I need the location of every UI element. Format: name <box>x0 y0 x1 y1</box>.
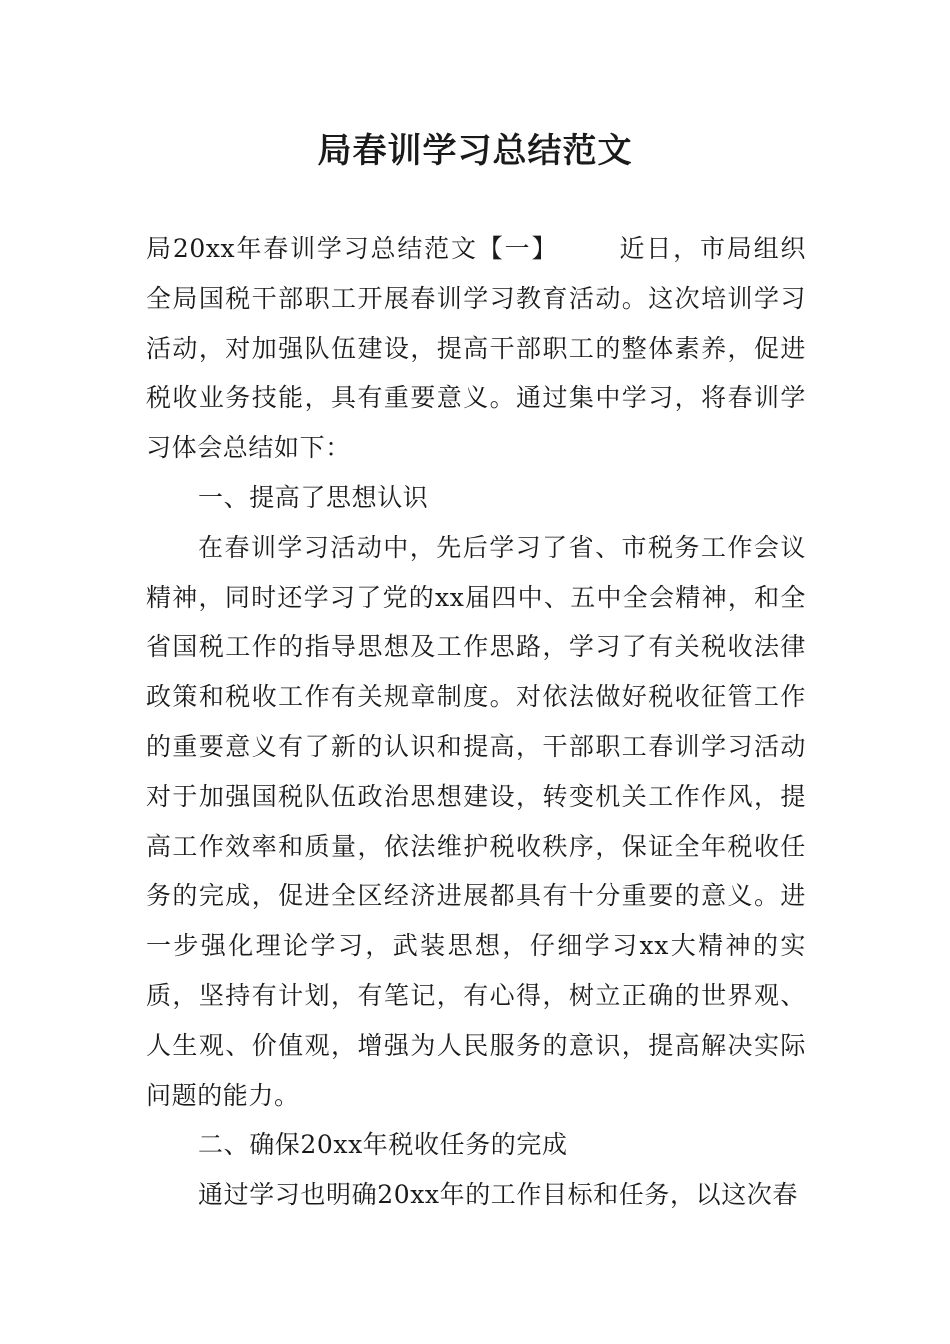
intro-text: 近日，市局组织全局国税干部职工开展春训学习教育活动。这次培训学习活动，对加强队伍建设，提高干部职工的整体素养，促进税收业务技能，具有重要意义。通过集中学习，将春训学习体会总结如下： <box>146 234 806 463</box>
section2-paragraph: 通过学习也明确20xx年的工作目标和任务，以这次春 <box>198 1180 799 1210</box>
intro-paragraph <box>146 224 806 473</box>
intro-heading: 局20xx年春训学习总结范文【一】 <box>146 234 559 263</box>
document-title: 局春训学习总结范文 <box>317 131 633 171</box>
section1-heading: 一、提高了思想认识 <box>198 482 429 512</box>
document-body <box>146 224 806 1220</box>
section2-heading: 二、确保20xx年税收任务的完成 <box>198 1130 568 1160</box>
section1-paragraph: 在春训学习活动中，先后学习了省、市税务工作会议精神，同时还学习了党的xx届四中、五中全会精神，和全省国税工作的指导思想及工作思路，学习了有关税收法律政策和税收工作有关规章制度。对依法做好税收征管工作的重要意义有了新的认识和提高，干部职工春训学习活动对于加强国税队伍政治思想建设，转变机关工作作风，提高工作效率和质量，依法维护税收秩序，保证全年税收任务的完成，促进全区经济进展都具有十分重要的意义。进一步强化理论学习，武装思想，仔细学习xx大精神的实质，坚持有计划，有笔记，有心得，树立正确的世界观、人生观、价值观，增强为人民服务的意识，提高解决实际问题的能力。 <box>146 532 806 1110</box>
